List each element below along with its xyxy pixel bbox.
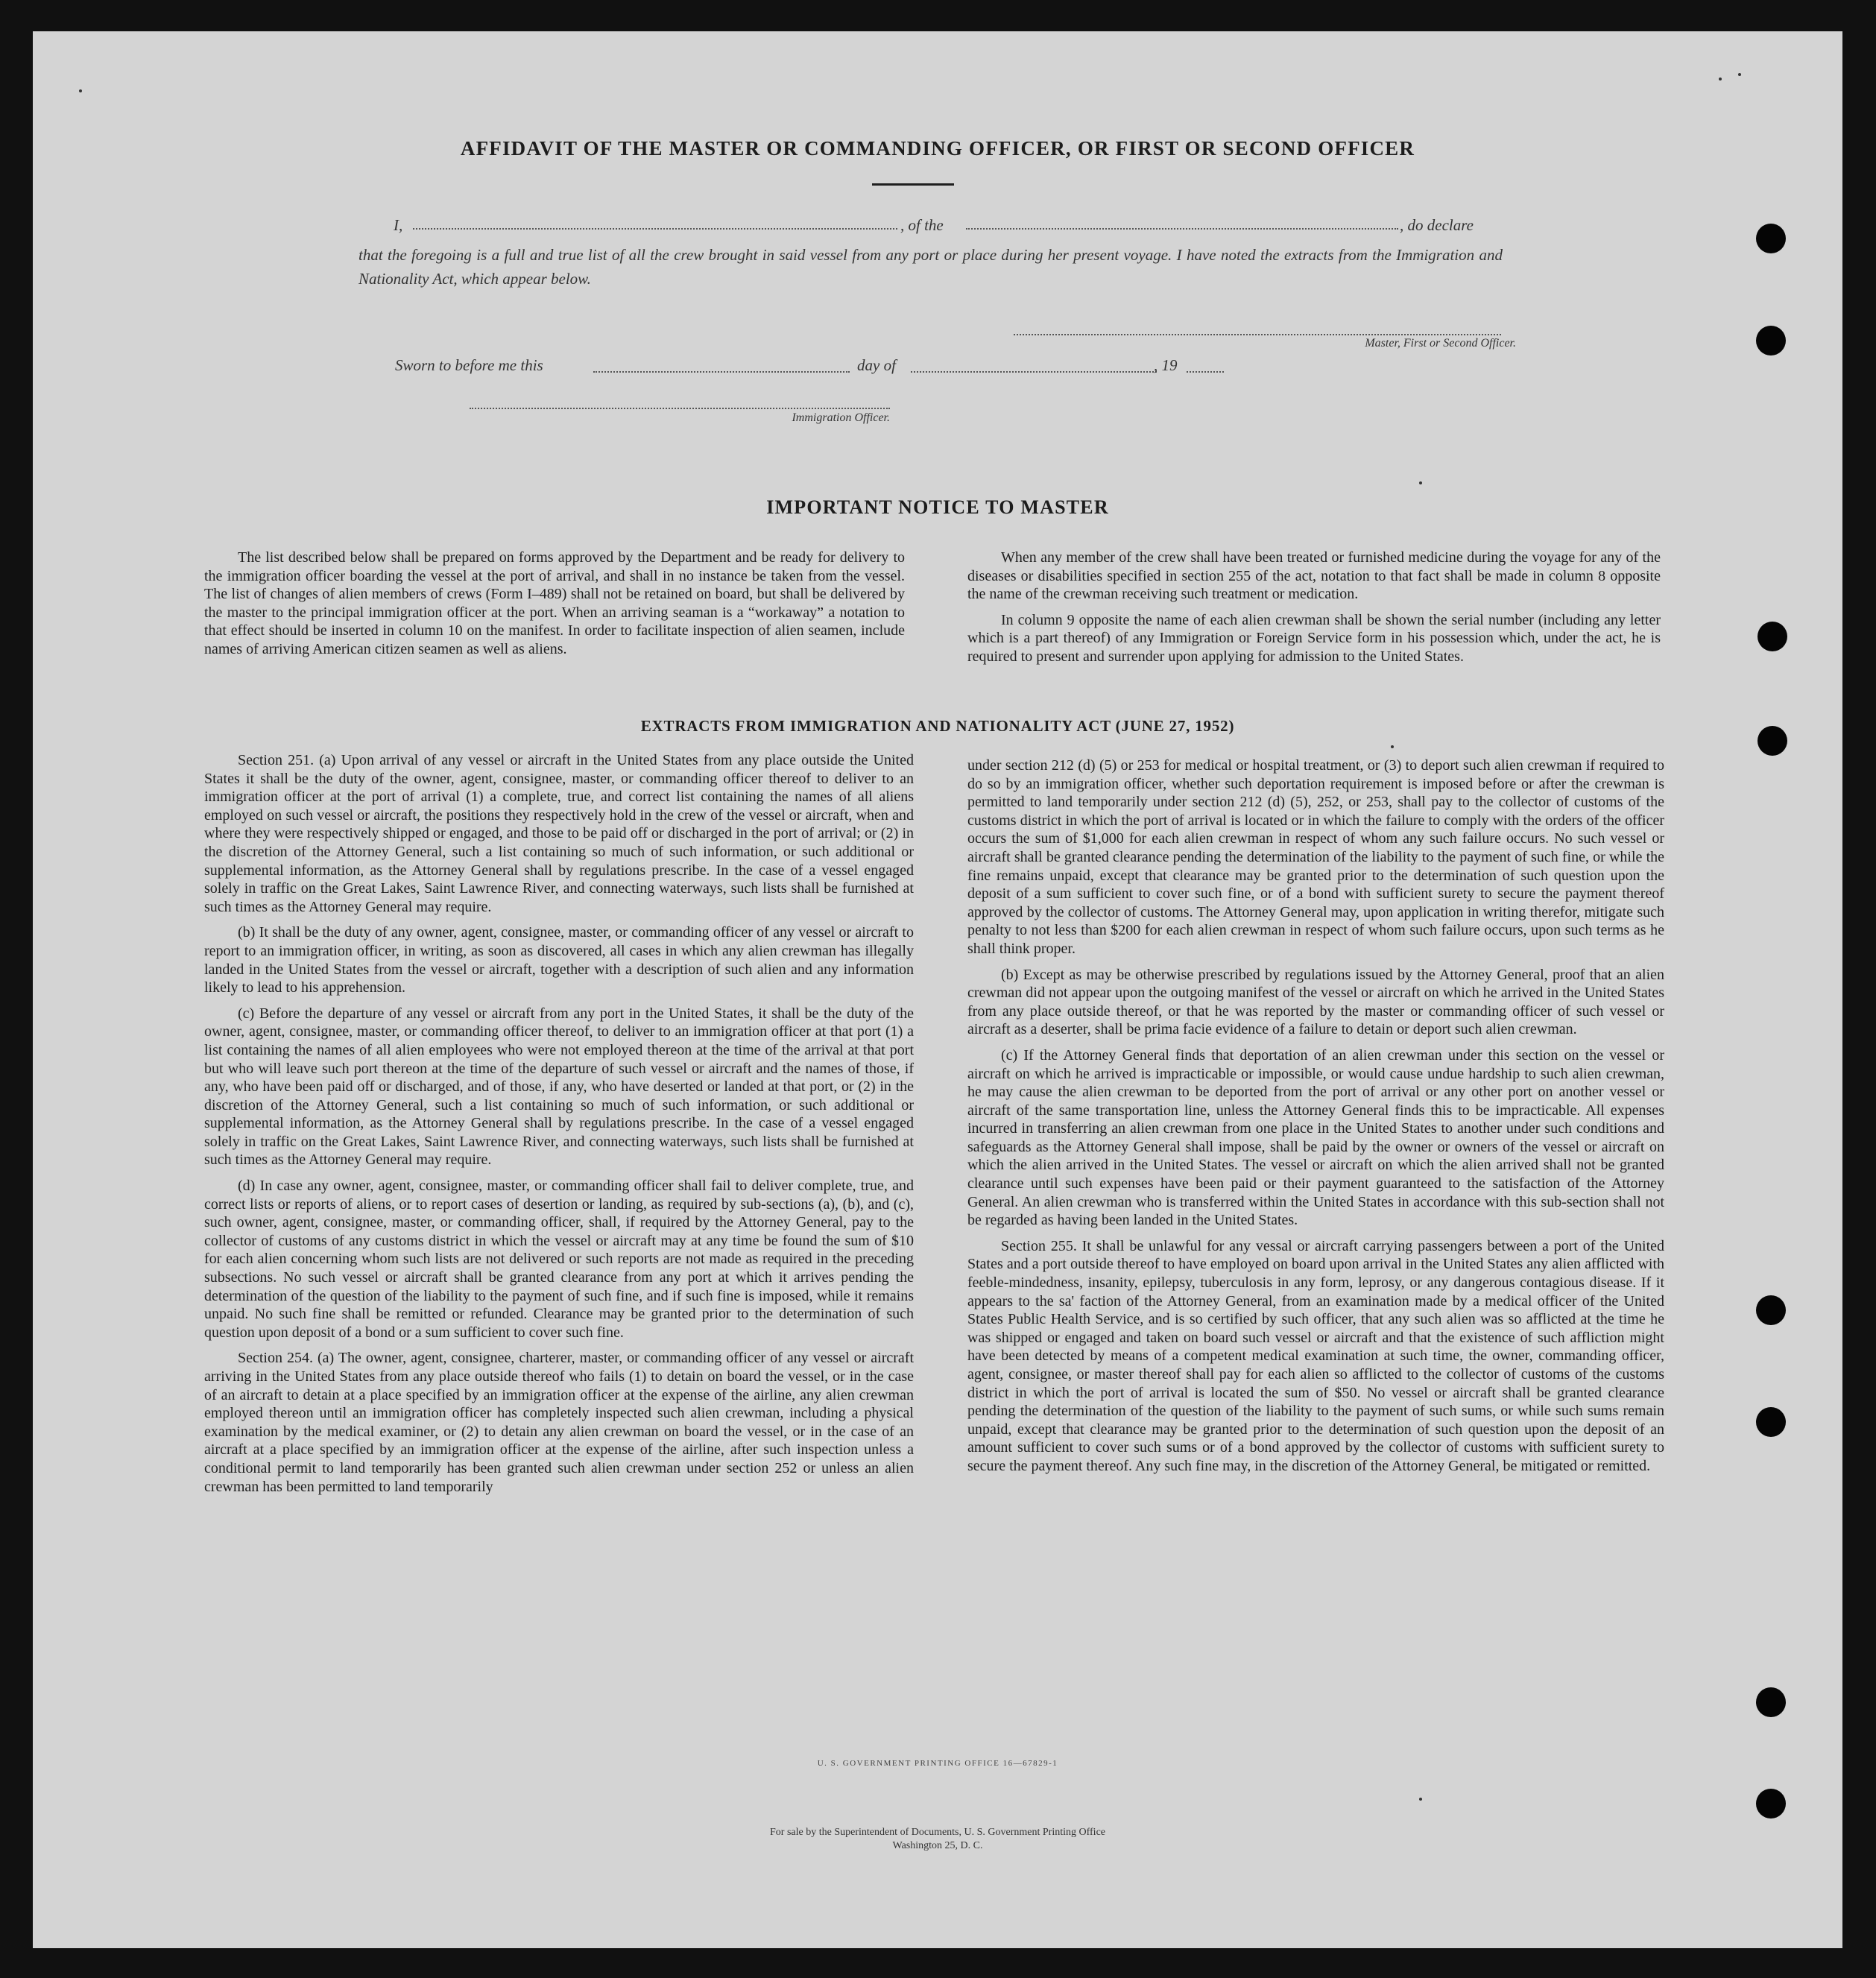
- binder-hole: [1756, 326, 1786, 356]
- of-the-label: , of the: [900, 216, 944, 234]
- master-signature-line[interactable]: [1014, 334, 1501, 335]
- section-paragraph: under section 212 (d) (5) or 253 for medical or hospital treatment, or (3) to deport such alien crewman if required to do so by an immigration officer, whether such deportation requirement is imposed before or after the crewman is permitted to land temporarily under section 212 (d) (5), 252, or 253, shall pay to the collector of customs of the customs district in which the port of arrival is located or in which the failure to comply with the orders of the officer occurs the sum of $1,000 for each alien crewman in respect of whom any such failure occurs. No such vessel or aircraft shall be granted clearance pending the determination of the liability to the payment of such fine, or while the fine remains unpaid, except that clearance may be granted prior to the determination of such question upon the deposit of a sum sufficient to cover such fine, or of a bond with sufficient surety to secure the payment thereof approved by the collector of customs. The Attorney General may, upon application in writing therefor, mitigate such penalty to not less than $200 for each alien crewman in respect of whom such failure occurs, upon such terms as he shall think proper.: [967, 757, 1664, 957]
- declaration-text: that the foregoing is a full and true list of all the crew brought in said vessel from any port or place during her present voyage. I have noted the extracts from the Immigration and Nationality Act, which appear below.: [359, 246, 1503, 288]
- scan-speck: [1738, 73, 1741, 76]
- i-label: I,: [394, 216, 403, 234]
- do-declare-label: , do declare: [1400, 216, 1474, 234]
- scan-speck: [1419, 1798, 1422, 1801]
- notice-left-column: [204, 549, 905, 666]
- footer-line-1: For sale by the Superintendent of Documents, U. S. Government Printing Office: [770, 1827, 1105, 1838]
- extracts-right-column: [967, 756, 1664, 1483]
- sworn-label: Sworn to before me this: [395, 356, 543, 374]
- scan-speck: [1419, 481, 1422, 484]
- binder-hole: [1756, 1687, 1786, 1717]
- printing-office-imprint: U. S. GOVERNMENT PRINTING OFFICE 16—67829-1: [817, 1759, 1058, 1768]
- sworn-day-field[interactable]: [593, 371, 850, 373]
- extracts-left-column: [204, 751, 914, 1503]
- extracts-title: EXTRACTS FROM IMMIGRATION AND NATIONALITY ACT (JUNE 27, 1952): [640, 717, 1235, 735]
- section-paragraph: Section 251. (a) Upon arrival of any vessel or aircraft in the United States from any place outside the United States it shall be the duty of the owner, agent, consignee, master, or commanding officer thereof to deliver to an immigration officer at the port of arrival (1) a complete, true, and correct list containing the names of all aliens employed on such vessel or aircraft, the positions they respectively hold in the crew of the vessel or aircraft, when and where they were respectively shipped or engaged, and those to be paid off or discharged in the port of arrival; or (2) in the discretion of the Attorney General, such a list containing so much of such information, or such additional or supplemental information, as the Attorney General shall by regulations prescribe. In the case of a vessel engaged solely in traffic on the Great Lakes, Saint Lawrence River, and connecting waterways, such lists shall be furnished at such times as the Attorney General may require.: [204, 752, 914, 915]
- declarant-name-field[interactable]: [413, 228, 897, 230]
- section-paragraph: (b) It shall be the duty of any owner, agent, consignee, master, or commanding officer of any vessel or aircraft to report to an immigration officer, in writing, as soon as discovered, all cases in which any alien crewman has illegally landed in the United States from the vessel or aircraft, together with a description of such alien and any information likely to lead to his apprehension.: [204, 924, 914, 996]
- binder-hole: [1756, 224, 1786, 253]
- section-paragraph: Section 255. It shall be unlawful for any vessal or aircraft carrying passengers between a port of the United States and a port outside thereof to have employed on board upon arrival in the United States any alien afflicted with feeble-mindedness, insanity, epilepsy, tuberculosis in any form, leprosy, or any dangerous contagious disease. If it appears to the sa' faction of the Attorney General, from an examination made by a medical officer of the United States Public Health Service, and is so certified by such officer, that any such alien was so afflicted at the time he was shipped or engaged and taken on board such vessel or aircraft and that the existence of such affliction might have been detected by means of a competent medical examination at such time, the owner, commanding officer, agent, consignee, or master thereof shall pay for each alien so afflicted to the collector of customs of the customs district in which the port of arrival is located the sum of $50. No vessel or aircraft shall be granted clearance pending the determination of the question of the liability to the payment of such sums, or while such sums remain unpaid, except that clearance may be granted prior to the determination of such question upon the deposit of an amount sufficient to cover such sums or of a bond approved by the collector of customs with sufficient surety to secure the payment thereof. Any such fine may, in the discretion of the Attorney General, be mitigated or remitted.: [967, 1237, 1664, 1474]
- notice-paragraph: When any member of the crew shall have been treated or furnished medicine during the voyage for any of the diseases or disabilities specified in section 255 of the act, notation to that fact shall be made in column 8 opposite the name of the crewman receiving such treatment or medication.: [967, 549, 1661, 603]
- vessel-name-field[interactable]: [966, 228, 1398, 230]
- scan-speck: [1391, 745, 1394, 748]
- binder-hole: [1756, 1295, 1786, 1325]
- notice-paragraph: The list described below shall be prepared on forms approved by the Department and be ready for delivery to the immigration officer boarding the vessel at the port of arrival, and shall in no instance be taken from the vessel. The list of changes of alien members of crews (Form I–489) shall not be retained on board, but shall be delivered by the master to the principal immigration officer at the port. When an arriving seaman is a “workaway” a notation to that effect should be inserted in column 10 on the manifest. In order to facilitate inspection of alien seamen, include names of arriving American citizen seamen as well as aliens.: [204, 549, 905, 657]
- scan-speck: [79, 89, 82, 92]
- day-of-label: day of: [857, 356, 896, 374]
- section-paragraph: (b) Except as may be otherwise prescribed by regulations issued by the Attorney General, proof that an alien crewman did not appear upon the outgoing manifest of the vessel or aircraft on which he arrived in the United States from any place outside thereof, or that he was reported by the master or commanding officer of such vessel or aircraft as a deserter, shall be prima facie evidence of a failure to detain or deport such alien crewman.: [967, 966, 1664, 1038]
- section-paragraph: (c) Before the departure of any vessel or aircraft from any port in the United States, it shall be the duty of the owner, agent, consignee, master, or commanding officer thereof, to deliver to an immigration officer at that port (1) a list containing the names of all alien employees who were not employed thereon at the time of the arrival at that port but who will leave such port thereon at the time of the departure of such vessel or aircraft and the names of those, if any, who have been paid off or discharged, and of those, if any, who have deserted or landed at that port, or (2) in the discretion of the Attorney General, such a list containing so much of such information, or such additional or supplemental information, as the Attorney General shall by regulations prescribe. In the case of a vessel engaged solely in traffic on the Great Lakes, Saint Lawrence River, and connecting waterways, such lists shall be furnished at such times as the Attorney General may require.: [204, 1005, 914, 1169]
- form-page: [33, 31, 1842, 1948]
- notice-right-column: [967, 549, 1661, 674]
- sworn-year-field[interactable]: [1187, 371, 1224, 373]
- binder-hole: [1757, 622, 1787, 651]
- section-paragraph: Section 254. (a) The owner, agent, consignee, charterer, master, or commanding officer of any vessel or aircraft arriving in the United States from any place outside thereof who fails (1) to detain on board the vessel, or in the case of an aircraft to detain at a place specified by an immigration officer at the expense of the airline, any alien crewman employed thereon until an immigration officer has completely inspected such alien crewman, including a physical examination by the medical examiner, or (2) to detain any alien crewman on board the vessel, or in the case of an aircraft at a place specified by an immigration officer at the expense of the airline, after such inspection unless a conditional permit to land temporarily has been granted such alien crewman under section 252 or unless an alien crewman has been permitted to land temporarily: [204, 1350, 914, 1495]
- master-signature-caption: Master, First or Second Officer.: [1365, 337, 1516, 350]
- binder-hole: [1756, 1789, 1786, 1819]
- immigration-officer-caption: Immigration Officer.: [792, 411, 890, 424]
- binder-hole: [1756, 1407, 1786, 1437]
- notice-title: IMPORTANT NOTICE TO MASTER: [766, 496, 1109, 518]
- scan-speck: [1719, 78, 1722, 80]
- immigration-officer-signature-line[interactable]: [470, 408, 890, 409]
- title-rule: [872, 183, 954, 186]
- year-label: , 19: [1154, 356, 1178, 374]
- notice-paragraph: In column 9 opposite the name of each alien crewman shall be shown the serial number (including any letter which is a part thereof) of any Immigration or Foreign Service form in his possession which, under the act, he is required to present and surrender upon applying for admission to the United States.: [967, 611, 1661, 665]
- binder-hole: [1757, 726, 1787, 756]
- section-paragraph: (d) In case any owner, agent, consignee, master, or commanding officer shall fail to deliver complete, true, and correct lists or reports of aliens, or to report cases of desertion or landing, as required by sub-sections (a), (b), and (c), such owner, agent, consignee, master, or commanding officer, shall, if required by the Attorney General, pay to the collector of customs of any customs district in which the vessel or aircraft may at any time be found the sum of $10 for each alien concerning whom such lists are not delivered or such reports are not made as required in the preceding subsections. No such vessel or aircraft shall be granted clearance from any port at which it arrives pending the determination of the question of the liability to the payment of such fine, and if such fine is imposed, while it remains unpaid. No such fine shall be remitted or refunded. Clearance may be granted prior to the determination of such question upon deposit of a bond or a sum sufficient to cover such fine.: [204, 1178, 914, 1341]
- footer-line-2: Washington 25, D. C.: [892, 1840, 983, 1851]
- sworn-month-field[interactable]: [911, 371, 1157, 373]
- footer: [33, 1826, 1842, 1853]
- affidavit-title: AFFIDAVIT OF THE MASTER OR COMMANDING OFFICER, OR FIRST OR SECOND OFFICER: [460, 137, 1415, 159]
- section-paragraph: (c) If the Attorney General finds that deportation of an alien crewman under this section on the vessel or aircraft on which he arrived is impracticable or impossible, or would cause undue hardship to such alien crewman, he may cause the alien crewman to be deported from the port of arrival or any other port on another vessel or aircraft of the same transportation line, unless the Attorney General finds this to be impracticable. All expenses incurred in transferring an alien crewman from one place in the United States to another under such conditions and safeguards as the Attorney General shall impose, shall be paid by the owner or owners of the vessel or aircraft on which the alien arrived in the United States. The vessel or aircraft on which the alien arrived shall not be granted clearance until such expenses have been paid or their payment guaranteed to the satisfaction of the Attorney General. An alien crewman who is transferred within the United States in accordance with this sub-section shall not be regarded as having been landed in the United States.: [967, 1046, 1664, 1229]
